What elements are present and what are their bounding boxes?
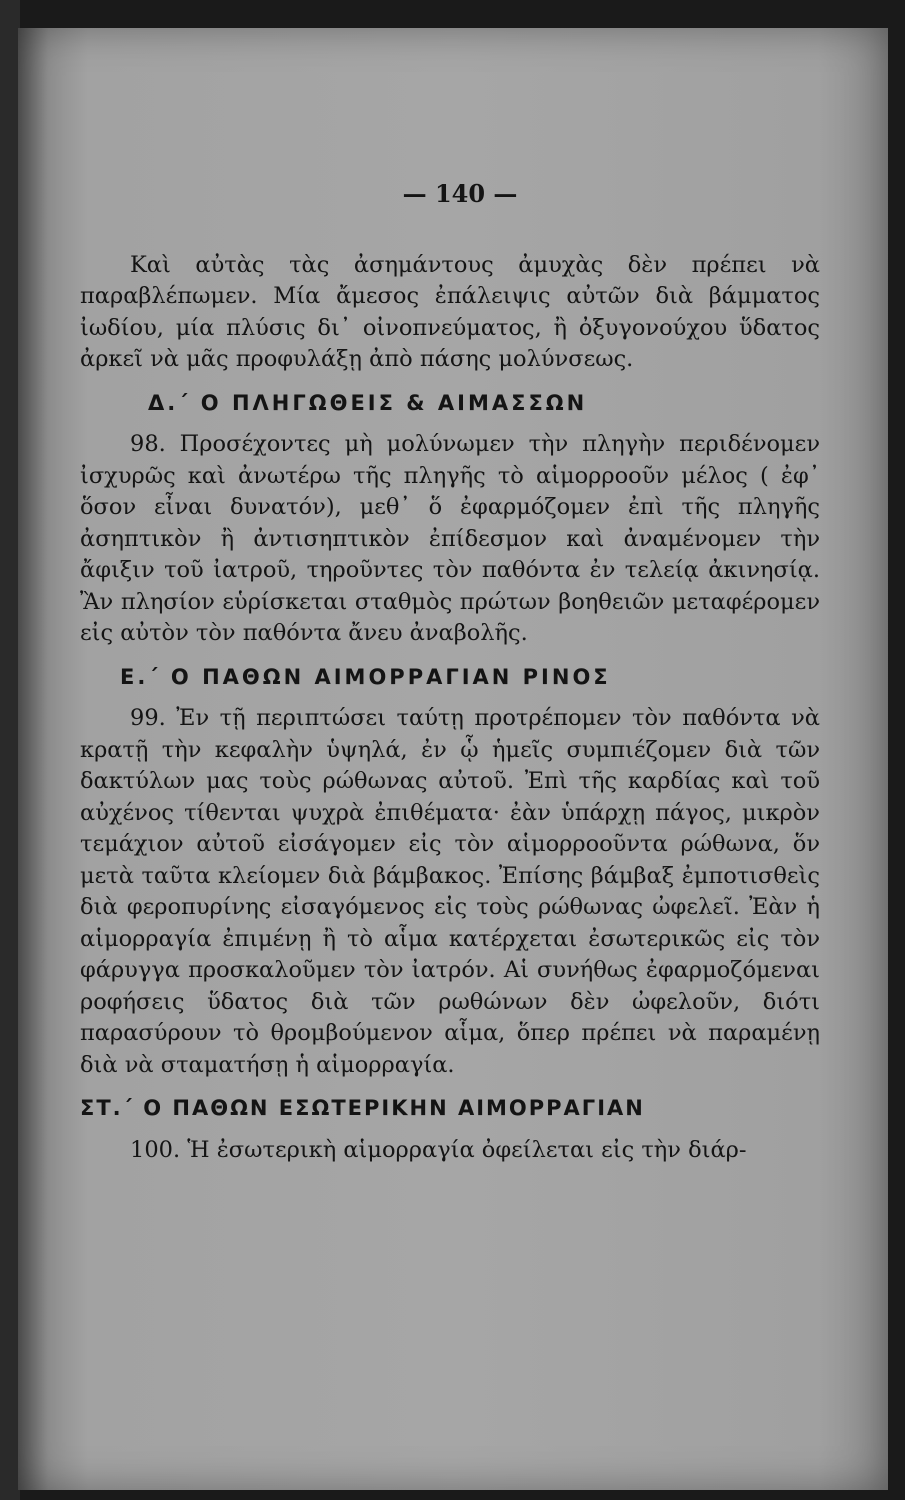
book-binding-edge <box>0 0 20 1500</box>
paragraph-99: 99. Ἐν τῇ περιπτώσει ταύτῃ προτρέπομεν τὸν παθόντα νὰ κρατῇ τὴν κεφαλὴν ὑψηλά, ἐν ᾧ ἡμεῖς συμπιέζομεν διὰ τῶν δακτύλων μας τοὺς ρώθωνας αὐτοῦ. Ἐπὶ τῆς καρδίας καὶ τοῦ αὐχένος τίθενται ψυχρὰ ἐπιθέματα· ἐὰν ὑπάρχῃ πάγος, μικρὸν τεμάχιον αὐτοῦ εἰσάγομεν εἰς τὸν αἱμορροοῦντα ρώθωνα, ὅν μετὰ ταῦτα κλείομεν διὰ βάμβακος. Ἐπίσης βάμβαξ ἐμποτισθεὶς διὰ φεροπυρίνης εἰσαγόμενος εἰς τοὺς ρώθωνας ὠφελεῖ. Ἐὰν ἡ αἱμορραγία ἐπιμένῃ ἢ τὸ αἷμα κατέρχεται ἐσωτερικῶς εἰς τὸν φάρυγγα προσκαλοῦμεν τὸν ἰατρόν. Αἱ συνήθως ἐφαρμοζόμεναι ροφήσεις ὕδατος διὰ τῶν ρωθώνων δὲν ὠφελοῦν, διότι παρασύρουν τὸ θρομβούμενον αἷμα, ὅπερ πρέπει νὰ παραμένῃ διὰ νὰ σταματήσῃ ἡ αἱμορραγία. <box>80 705 820 1078</box>
paragraph-98: 98. Προσέχοντες μὴ μολύνωμεν τὴν πληγὴν περιδένομεν ἰσχυρῶς καὶ ἀνωτέρω τῆς πληγῆς τὸ αἱμορροοῦν μέλος ( ἐφ᾽ ὅσον εἶναι δυνατόν), μεθ᾽ ὅ ἐφαρμόζομεν ἐπὶ τῆς πληγῆς ἀσηπτικὸν ἢ ἀντισηπτικὸν ἐπίδεσμον καὶ ἀναμένομεν τὴν ἄφιξιν τοῦ ἰατροῦ, τηροῦντες τὸν παθόντα ἐν τελείᾳ ἀκινησίᾳ. Ἂν πλησίον εὑρίσκεται σταθμὸς πρώτων βοηθειῶν μεταφέρομεν εἰς αὐτὸν τὸν παθόντα ἄνευ ἀναβολῆς. <box>80 431 820 646</box>
section-heading-internal-bleeding: ΣΤ.΄ Ο ΠΑΘΩΝ ΕΣΩΤΕΡΙΚΗΝ ΑΙΜΟΡΡΑΓΙΑΝ <box>80 1096 645 1120</box>
book-page <box>18 28 888 1490</box>
page-text <box>80 178 820 1166</box>
section-heading-wounded: Δ.΄ Ο ΠΛΗΓΩΘΕΙΣ & ΑΙΜΑΣΣΩΝ <box>148 390 588 415</box>
page-number: — 140 — <box>402 179 518 208</box>
paragraph-intro: Καὶ αὐτὰς τὰς ἀσημάντους ἀμυχὰς δὲν πρέπει νὰ παραβλέπωμεν. Μία ἄμεσος ἐπάλειψις αὐτῶν διὰ βάμματος ἰωδίου, μία πλύσις δι᾽ οἰνοπνεύματος, ἢ ὀξυγονούχου ὕδατος ἀρκεῖ νὰ μᾶς προφυλάξῃ ἀπὸ πάσης μολύνσεως. <box>80 251 820 372</box>
section-heading-nosebleed: Ε.΄ Ο ΠΑΘΩΝ ΑΙΜΟΡΡΑΓΙΑΝ ΡΙΝΟΣ <box>120 664 611 689</box>
paragraph-100: 100. Ἡ ἐσωτερικὴ αἱμορραγία ὀφείλεται εἰς τὴν διάρ- <box>130 1136 747 1163</box>
